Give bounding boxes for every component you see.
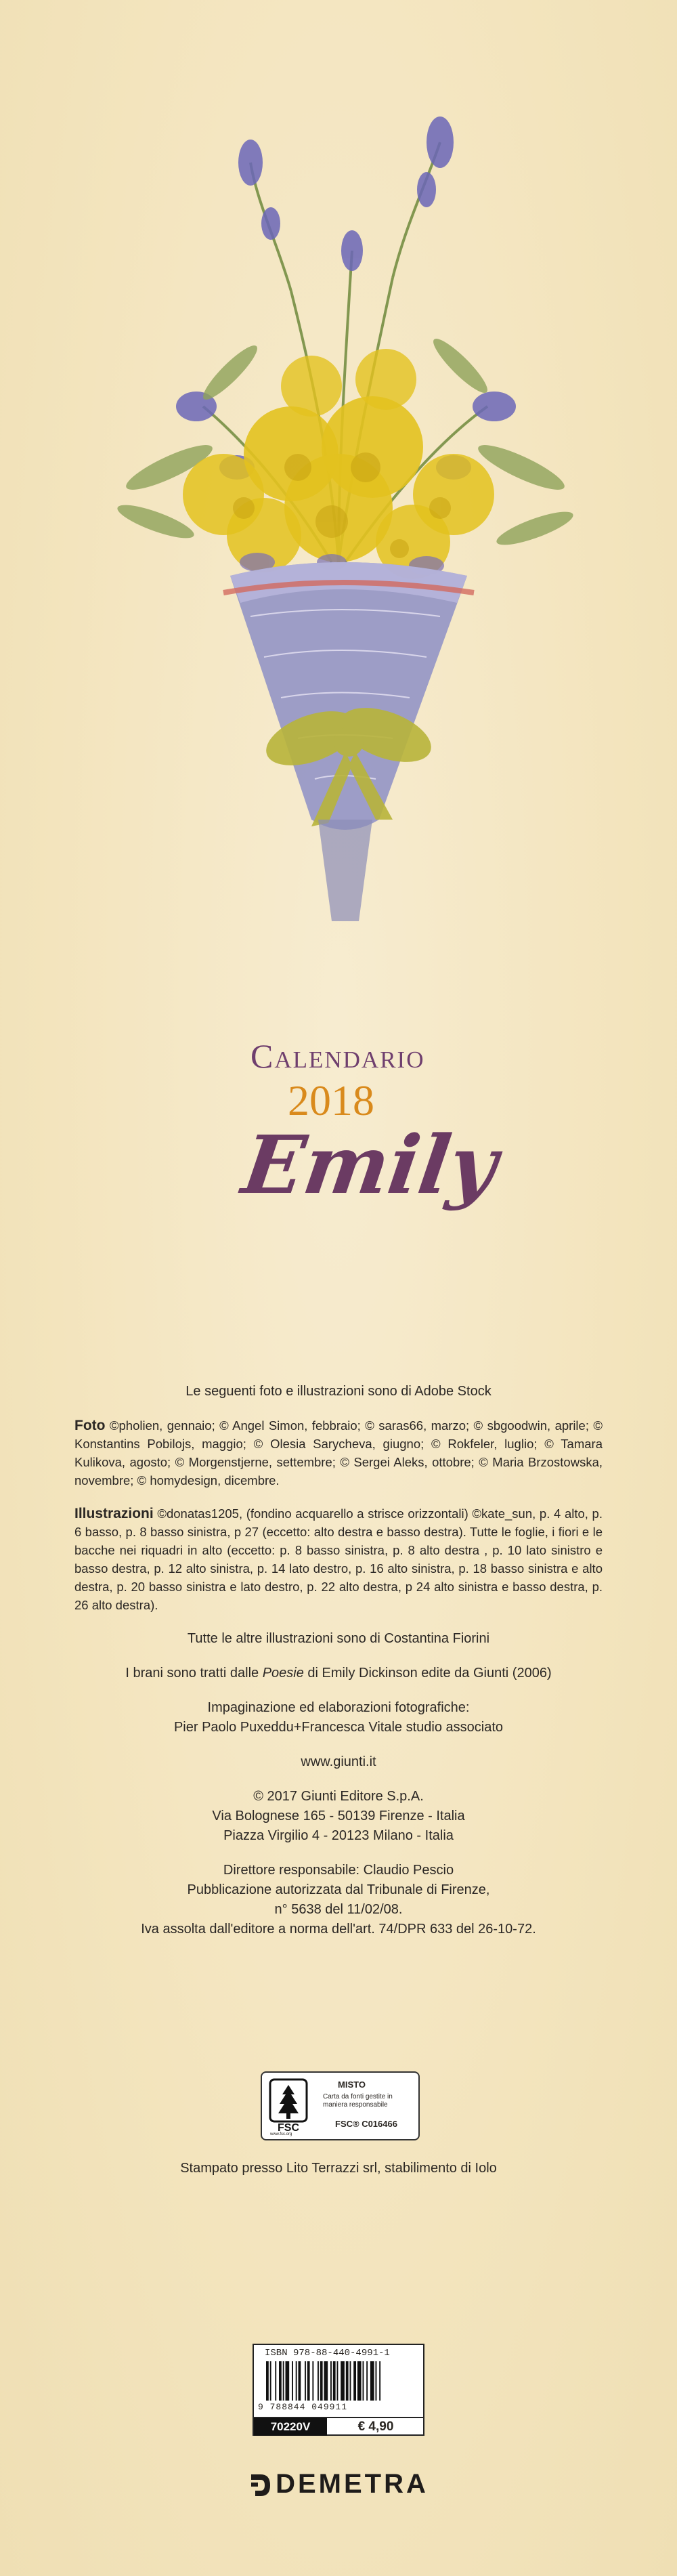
flower-bouquet-illustration: [88, 88, 589, 962]
printer-info: Stampato presso Lito Terrazzi srl, stabilimento di Iolo: [180, 2161, 497, 2176]
website-link[interactable]: www.giunti.it: [301, 1754, 376, 1769]
copyright-line-3: Piazza Virgilio 4 - 20123 Milano - Italia: [223, 1828, 454, 1843]
fsc-description: Carta da fonti gestite in maniera responsabile: [323, 2093, 393, 2109]
foto-label: Foto: [74, 1418, 106, 1433]
poems-before: I brani sono tratti dalle: [125, 1666, 263, 1681]
fsc-logo-text: FSC: [278, 2122, 299, 2134]
product-code: 70220V: [254, 2418, 327, 2436]
layout-line-1: Impaginazione ed elaborazioni fotografiche:: [207, 1700, 470, 1715]
fsc-tree-logo-icon: [269, 2078, 308, 2134]
calendar-year: 2018: [288, 1076, 374, 1124]
illustrazioni-text: ©donatas1205, (fondino acquarello a strisce orizzontali) ©kate_sun, p. 4 alto, p. 6 basso, p. 8 basso sinistra, p 27 (eccetto: alto destra e basso destra). Tutte le foglie, i fiori e le bacche nei riquadri in alto (eccetto: p. 8 basso sinistra, p. 8 alto destra , p. 10 lato sinistro e basso destra, p. 12 alto sinistra, p. 14 lato destro, p. 16 alto sinistra, p. 18 basso sinistra e alto destra, p. 20 basso sinistra e lato destro, p. 22 alto destra, p 24 alto sinistra e basso destra, p. 26 alto destra).: [74, 1506, 603, 1612]
product-code-bar: [254, 2417, 423, 2436]
publisher-logo: [0, 2469, 677, 2499]
layout-line-2: Pier Paolo Puxeddu+Francesca Vitale studio associato: [173, 1720, 504, 1735]
poems-source: [74, 1664, 603, 1683]
poems-after: di Emily Dickinson edite da Giunti (2006): [303, 1666, 552, 1681]
illustrazioni-label: Illustrazioni: [74, 1506, 154, 1521]
director-line-1: Direttore responsabile: Claudio Pescio: [223, 1863, 454, 1878]
isbn-text: ISBN 978-88-440-4991-1: [265, 2348, 390, 2359]
other-illustrations: Tutte le altre illustrazioni sono di Costantina Fiorini: [187, 1631, 490, 1646]
calendar-name: Emily: [237, 1118, 503, 1212]
copyright-line-2: Via Bolognese 165 - 50139 Firenze - Italia: [212, 1809, 465, 1823]
foto-text: ©pholien, gennaio; © Angel Simon, febbraio; © saras66, marzo; © sbgoodwin, aprile; © Konstantins Pobilojs, maggio; © Olesia Sarycheva, giugno; © Rokfeler, luglio; © Tamara Kulikova, agosto; © Morgenstjerne, settembre; © Sergei Aleks, ottobre; © Maria Brzostowska, novembre; © homydesign, dicembre.: [74, 1418, 603, 1487]
calendar-word: Calendario: [250, 1037, 425, 1075]
illustrazioni-credits: [74, 1504, 603, 1614]
demetra-logo-mark-icon: [248, 2472, 271, 2499]
director-line-2: Pubblicazione autorizzata dal Tribunale di Firenze,: [187, 1882, 490, 1897]
barcode-digits: 9 788844 049911: [258, 2402, 348, 2412]
isbn-barcode-box: [253, 2344, 424, 2436]
fsc-title: MISTO: [338, 2079, 366, 2090]
fsc-code: FSC® C016466: [335, 2119, 397, 2129]
fsc-website: www.fsc.org: [270, 2132, 292, 2136]
adobe-stock-intro: Le seguenti foto e illustrazioni sono di Adobe Stock: [185, 1384, 492, 1399]
director-line-4: Iva assolta dall'editore a norma dell'art. 74/DPR 633 del 26-10-72.: [141, 1922, 536, 1937]
fsc-certification-box: [261, 2071, 420, 2140]
poems-italic: Poesie: [262, 1666, 304, 1681]
foto-credits: [74, 1416, 603, 1490]
director-line-3: n° 5638 del 11/02/08.: [274, 1902, 403, 1917]
publisher-name: DEMETRA: [276, 2469, 429, 2499]
credits-section: [74, 1382, 603, 1939]
barcode-bars-icon: [266, 2361, 414, 2401]
price: € 4,90: [357, 2420, 394, 2434]
copyright-line-1: © 2017 Giunti Editore S.p.A.: [253, 1789, 424, 1804]
